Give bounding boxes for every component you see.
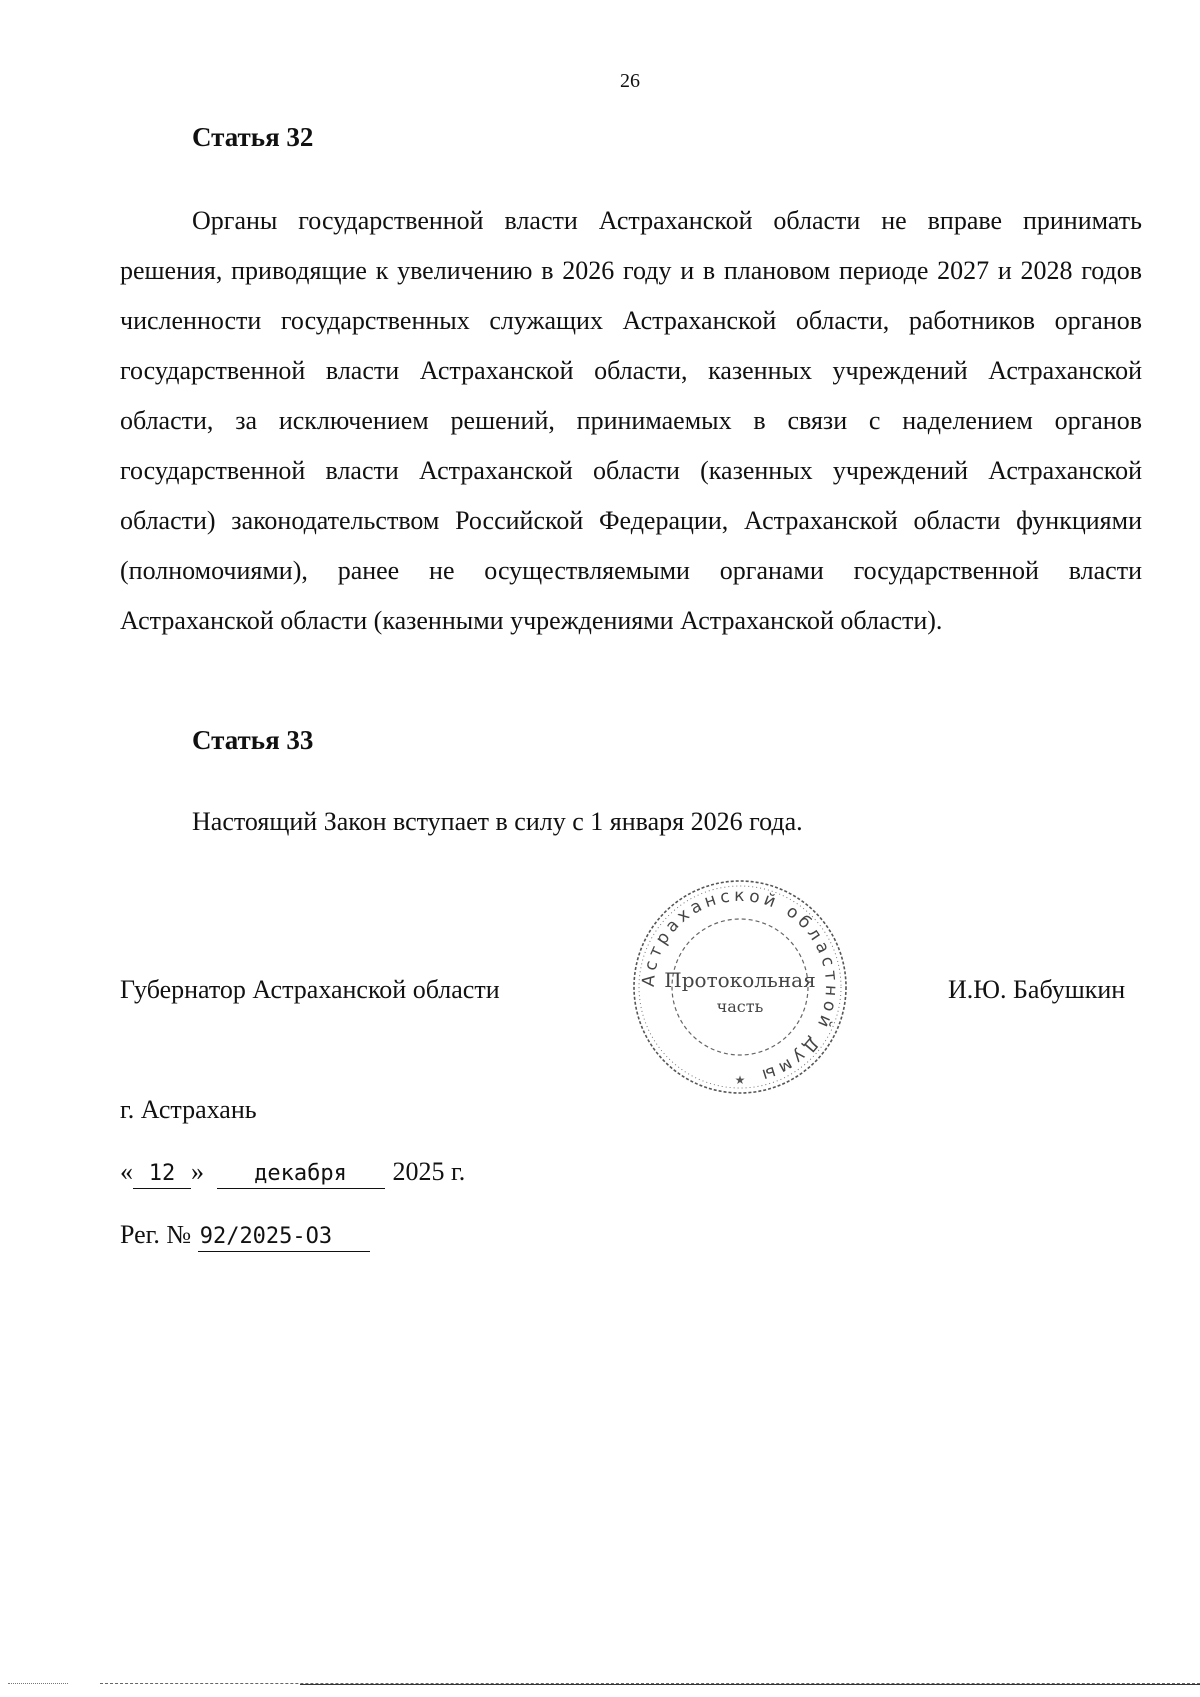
registration-number [120, 1220, 370, 1252]
stamp-center-line-1: Протокольная [664, 968, 816, 992]
place-of-signing: г. Астрахань [120, 1095, 257, 1124]
article-32-text: Органы государственной власти Астраханской области не вправе принимать решения, приводящие к увеличению в 2026 году и в плановом периоде 2027 и 2028 годов численности государственных служащих Астраханской области, работников органов государственной власти Астраханской области, казенных учреждений Астраханской области, за исключением решений, принимаемых в связи с наделением органов государственной власти Астраханской области (казенных учреждений Астраханской области) законодательством Российской Федерации, Астраханской области функциями (полномочиями), ранее не осуществляемыми органами государственной власти Астраханской области (казенными учреждениями Астраханской области). [120, 206, 1142, 635]
stamp-ring-text: Астраханской областной Думы [638, 885, 842, 1087]
date-year: 2025 г. [392, 1157, 466, 1186]
official-seal-stamp [625, 872, 855, 1102]
reg-label: Рег. № [120, 1220, 192, 1249]
date-day-field: 12 [133, 1160, 191, 1189]
reg-number-field: 92/2025-ОЗ [198, 1223, 370, 1252]
stamp-center-line-2: часть [716, 997, 764, 1016]
signing-date [120, 1157, 465, 1189]
stamp-star-icon: ★ [734, 1073, 746, 1087]
governor-title: Губернатор Астраханской области [120, 975, 500, 1004]
page-number: 26 [620, 70, 640, 92]
article-33-text: Настоящий Закон вступает в силу с 1 января 2026 года. [192, 807, 803, 836]
date-month-field: декабря [217, 1160, 385, 1189]
footer-scan-rule-solid [300, 1684, 1200, 1685]
date-open-quote: « [120, 1157, 133, 1186]
article-32-heading: Статья 32 [192, 122, 314, 152]
governor-name: И.Ю. Бабушкин [948, 975, 1126, 1004]
article-33-heading: Статья 33 [192, 725, 314, 755]
footer-scan-dots [8, 1683, 68, 1684]
date-close-quote: » [191, 1157, 204, 1186]
